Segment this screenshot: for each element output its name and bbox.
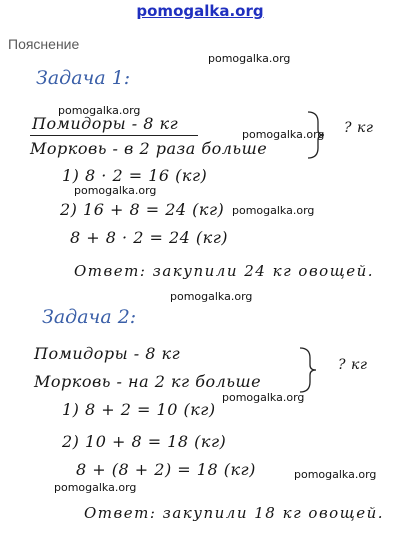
task2-given-tomatoes: Помидоры - 8 кг xyxy=(34,344,181,363)
watermark: pomogalka.org xyxy=(74,184,157,197)
task2-step-2: 2) 10 + 8 = 18 (кг) xyxy=(62,432,227,451)
task1-total-label: ? кг xyxy=(344,120,374,136)
site-header-link[interactable]: pomogalka.org xyxy=(136,2,264,20)
watermark: pomogalka.org xyxy=(170,290,253,303)
task1-given-tomatoes: Помидоры - 8 кг xyxy=(32,114,179,133)
watermark: pomogalka.org xyxy=(54,481,137,494)
task1-title: Задача 1: xyxy=(36,67,131,89)
watermark: pomogalka.org xyxy=(208,52,291,65)
watermark: pomogalka.org xyxy=(222,391,305,404)
task2-total-label: ? кг xyxy=(338,357,368,373)
task2-step-1: 1) 8 + 2 = 10 (кг) xyxy=(62,400,216,419)
task1-step-1: 1) 8 · 2 = 16 (кг) xyxy=(62,166,208,185)
task2-brace xyxy=(298,346,318,394)
task1-answer: Ответ: закупили 24 кг овощей. xyxy=(74,262,375,280)
task1-given-carrots: Морковь - в 2 раза больше xyxy=(30,139,268,158)
watermark: pomogalka.org xyxy=(294,468,377,481)
task2-answer: Ответ: закупили 18 кг овощей. xyxy=(84,504,385,522)
watermark: pomogalka.org xyxy=(58,104,141,117)
task1-expression: 8 + 8 · 2 = 24 (кг) xyxy=(70,228,229,247)
task1-given-underline xyxy=(30,135,198,136)
task2-expression: 8 + (8 + 2) = 18 (кг) xyxy=(76,460,256,479)
watermark: pomogalka.org xyxy=(232,204,315,217)
task1-step-2: 2) 16 + 8 = 24 (кг) xyxy=(60,200,225,219)
watermark: pomogalka.org xyxy=(242,128,325,141)
section-label: Пояснение xyxy=(8,36,80,52)
task2-title: Задача 2: xyxy=(42,306,137,328)
task2-given-carrots: Морковь - на 2 кг больше xyxy=(34,372,262,391)
